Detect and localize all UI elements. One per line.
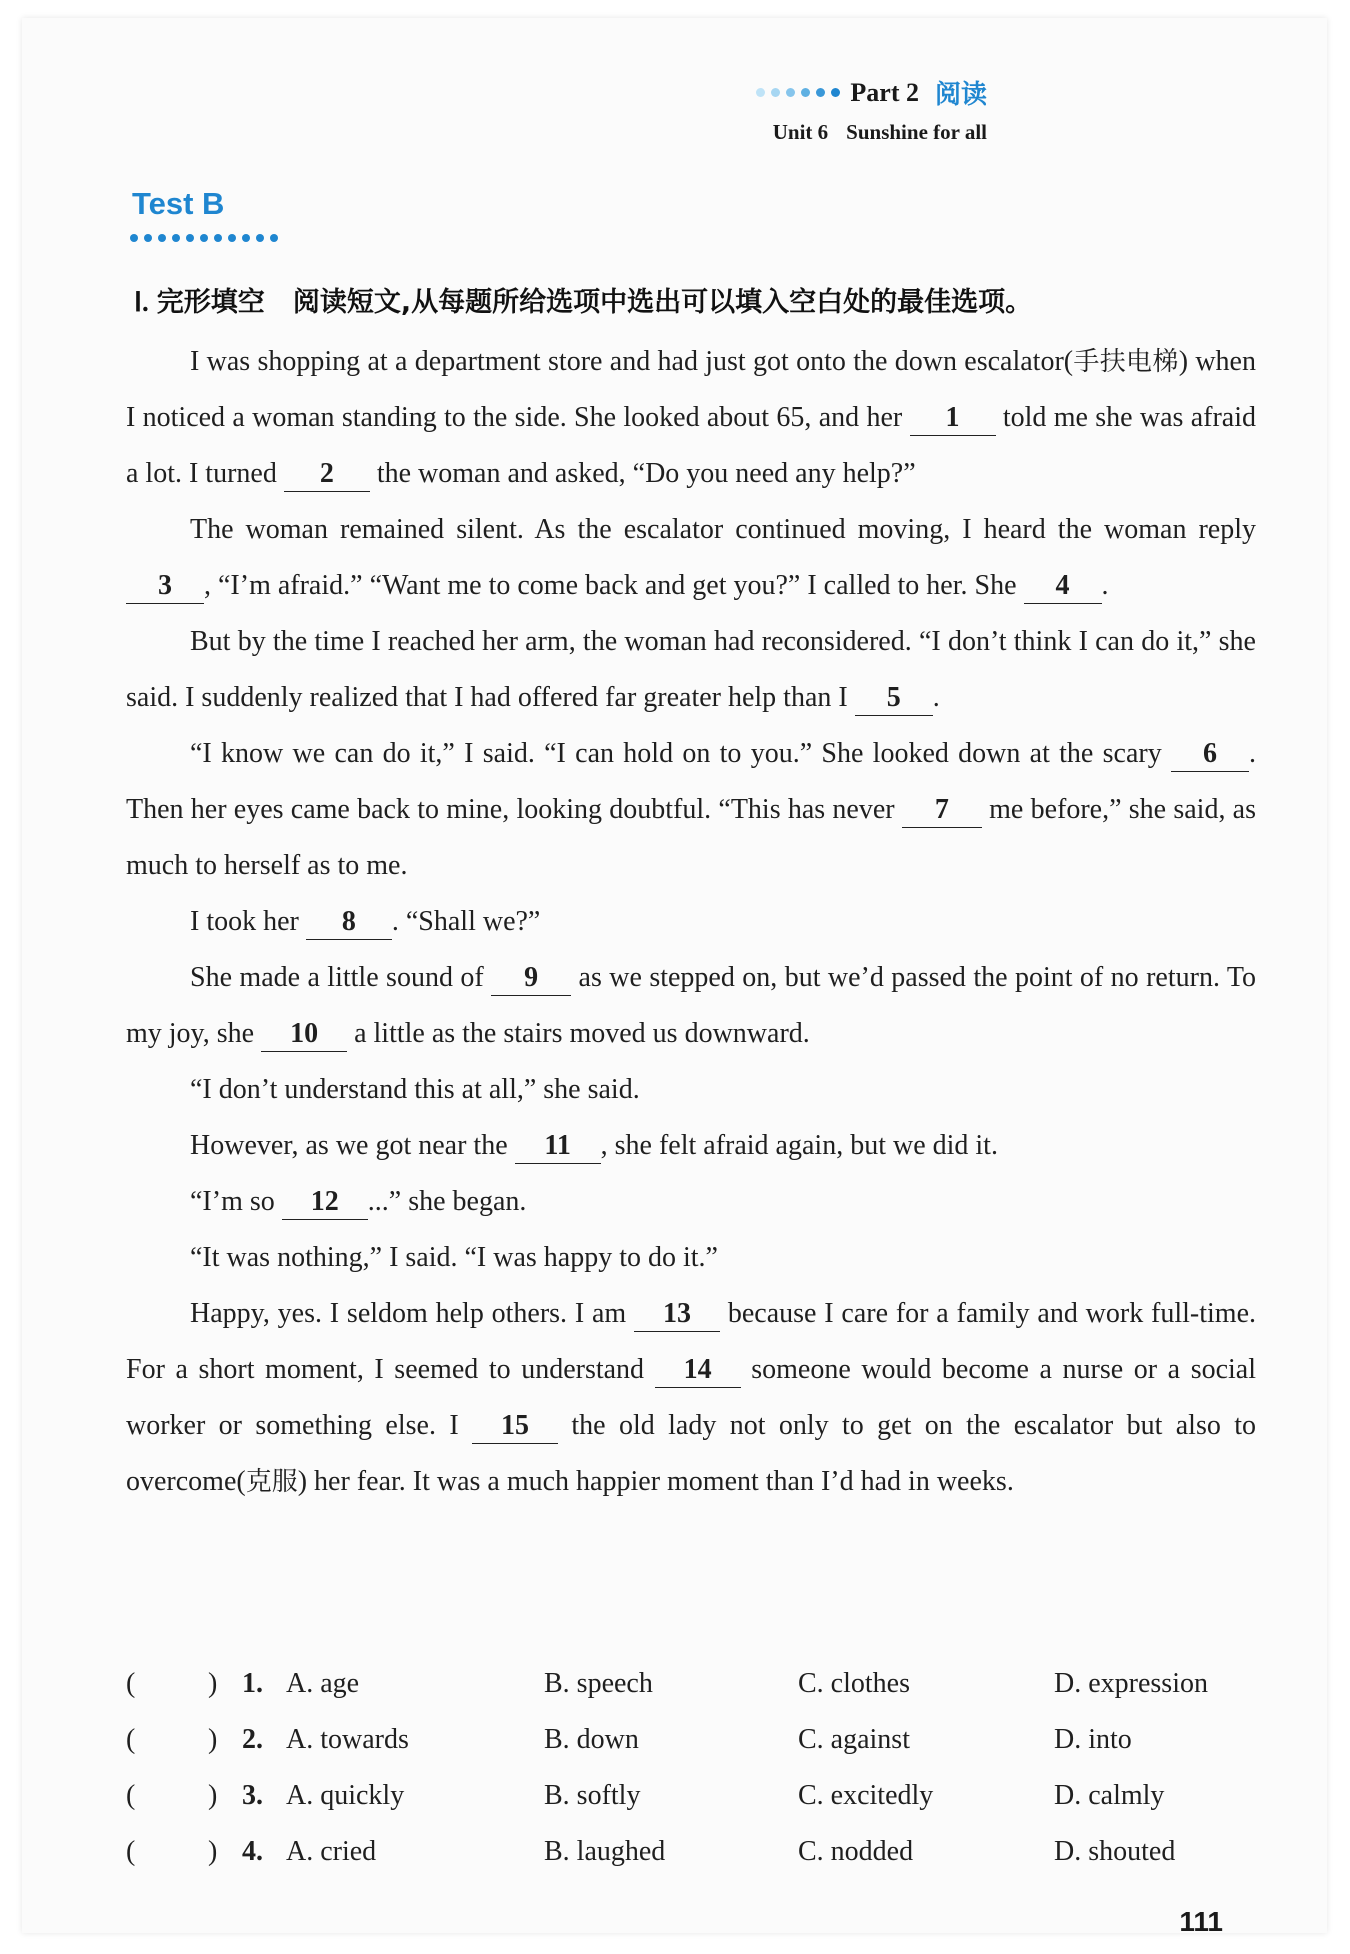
answer-paren-open[interactable]: ( xyxy=(126,1668,136,1699)
option-a[interactable]: A. cried xyxy=(286,1836,377,1867)
option-c[interactable]: C. excitedly xyxy=(798,1780,934,1811)
answer-paren-close: ) xyxy=(208,1780,218,1811)
section-heading xyxy=(134,280,1032,319)
option-b[interactable]: B. softly xyxy=(544,1780,641,1811)
section-numeral: Ⅰ. xyxy=(134,287,149,317)
question-number: 1. xyxy=(242,1668,263,1699)
question-row xyxy=(126,1780,1276,1836)
option-b[interactable]: B. laughed xyxy=(544,1836,666,1867)
paragraph: I was shopping at a department store and had just got onto the down escalator(手扶电梯) when I noticed a woman standing to the side. She looked about 65, and her 1 told me she was afraid a lot. I turned 2 the woman and asked, “Do you need any help?” xyxy=(126,334,1256,502)
option-d[interactable]: D. calmly xyxy=(1054,1780,1165,1811)
paragraph: But by the time I reached her arm, the woman had reconsidered. “I don’t think I can do it,” she said. I suddenly realized that I had offered far greater help than I 5 . xyxy=(126,614,1256,726)
answer-paren-open[interactable]: ( xyxy=(126,1836,136,1867)
test-title: Test B xyxy=(132,186,225,221)
blank-12: 12 xyxy=(282,1185,368,1220)
blank-8: 8 xyxy=(306,905,392,940)
header-dot xyxy=(786,88,795,97)
header-dots xyxy=(756,88,840,97)
paragraph: The woman remained silent. As the escalator continued moving, I heard the woman reply 3 , “I’m afraid.” “Want me to come back and get you?” I called to her. She 4 . xyxy=(126,502,1256,614)
option-a[interactable]: A. quickly xyxy=(286,1780,405,1811)
blank-10: 10 xyxy=(261,1017,347,1052)
blank-1: 1 xyxy=(910,401,996,436)
header-dot xyxy=(801,88,810,97)
header-part: Part 2 xyxy=(850,77,919,107)
blank-13: 13 xyxy=(634,1297,720,1332)
chinese-gloss: 克服 xyxy=(245,1467,298,1497)
section-title: 完形填空 xyxy=(156,287,265,318)
answer-paren-open[interactable]: ( xyxy=(126,1780,136,1811)
option-b[interactable]: B. down xyxy=(544,1724,639,1755)
option-c[interactable]: C. clothes xyxy=(798,1668,910,1699)
option-c[interactable]: C. nodded xyxy=(798,1836,914,1867)
answer-options xyxy=(126,1668,1276,1892)
question-number: 2. xyxy=(242,1724,263,1755)
blank-3: 3 xyxy=(126,569,204,604)
option-d[interactable]: D. expression xyxy=(1054,1668,1208,1699)
answer-paren-close: ) xyxy=(208,1836,218,1867)
blank-4: 4 xyxy=(1024,569,1102,604)
option-a[interactable]: A. age xyxy=(286,1668,360,1699)
option-a[interactable]: A. towards xyxy=(286,1724,409,1755)
paragraph: I took her 8 . “Shall we?” xyxy=(126,894,1256,950)
answer-paren-open[interactable]: ( xyxy=(126,1724,136,1755)
blank-14: 14 xyxy=(655,1353,741,1388)
header-dot xyxy=(831,88,840,97)
unit-number: Unit 6 xyxy=(772,120,829,144)
title-underline-dots xyxy=(130,234,278,242)
section-instruction: 阅读短文,从每题所给选项中选出可以填入空白处的最佳选项。 xyxy=(292,287,1033,318)
paragraph: “I’m so 12 ...” she began. xyxy=(126,1174,1256,1230)
header-dot xyxy=(756,88,765,97)
option-d[interactable]: D. into xyxy=(1054,1724,1132,1755)
blank-7: 7 xyxy=(902,793,982,828)
paragraph: Happy, yes. I seldom help others. I am 13 because I care for a family and work full-time. For a short moment, I seemed to understand 14 someone would become a nurse or a social worker or something else. I 15 the old lady not only to get on the escalator but also to overcome(克服) her fear. It was a much happier moment than I’d had in weeks. xyxy=(126,1298,1256,1497)
blank-15: 15 xyxy=(472,1409,558,1444)
header-unit xyxy=(773,120,987,145)
paragraph: She made a little sound of 9 as we stepped on, but we’d passed the point of no return. To my joy, she 10 a little as the stairs moved us downward. xyxy=(126,950,1256,1062)
paragraph: “It was nothing,” I said. “I was happy to do it.” xyxy=(190,1242,718,1273)
option-c[interactable]: C. against xyxy=(798,1724,910,1755)
blank-2: 2 xyxy=(284,457,370,492)
answer-paren-close: ) xyxy=(208,1724,218,1755)
blank-9: 9 xyxy=(491,961,571,996)
answer-paren-close: ) xyxy=(208,1668,218,1699)
question-number: 4. xyxy=(242,1836,263,1867)
question-number: 3. xyxy=(242,1780,263,1811)
question-row xyxy=(126,1724,1276,1780)
running-header xyxy=(756,74,987,111)
blank-11: 11 xyxy=(515,1129,601,1164)
blank-5: 5 xyxy=(855,681,933,716)
question-row xyxy=(126,1836,1276,1892)
unit-title: Sunshine for all xyxy=(846,120,987,144)
question-row xyxy=(126,1668,1276,1724)
page-number: 111 xyxy=(1179,1906,1223,1937)
header-dot xyxy=(816,88,825,97)
paragraph: “I know we can do it,” I said. “I can hold on to you.” She looked down at the scary 6 . Then her eyes came back to mine, looking doubtful. “This has never 7 me before,” she said, as much to herself as to me. xyxy=(126,738,1257,881)
cloze-passage xyxy=(126,334,1256,1510)
option-b[interactable]: B. speech xyxy=(544,1668,653,1699)
blank-6: 6 xyxy=(1171,737,1249,772)
paragraph: However, as we got near the 11 , she felt afraid again, but we did it. xyxy=(126,1118,1256,1174)
header-part-cn: 阅读 xyxy=(934,80,987,110)
option-d[interactable]: D. shouted xyxy=(1054,1836,1176,1867)
chinese-gloss: 手扶电梯 xyxy=(1073,347,1179,377)
paragraph: “I don’t understand this at all,” she said. xyxy=(190,1074,640,1105)
page-sheet xyxy=(22,18,1327,1937)
header-dot xyxy=(771,88,780,97)
